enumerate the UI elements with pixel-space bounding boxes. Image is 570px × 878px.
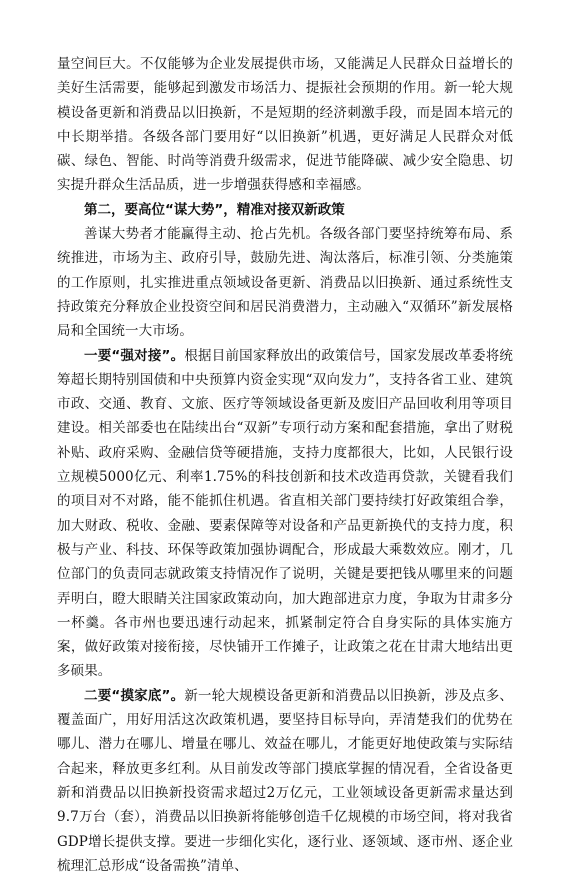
paragraph-lead-2: 二要“摸家底”。 xyxy=(84,687,185,704)
paragraph-text-4: 新一轮大规模设备更新和消费品以旧换新，涉及点多、覆盖面广，用好用活这次政策机遇，要坚持目标导向，弄清楚我们的优势在哪儿、潜力在哪儿、增量在哪儿、效益在哪儿，才能更好地使政策与实际结合起来，释放更多红利。从目前发改等部门摸底掌握的情况看，全省设备更新和消费品以旧换新投资需求超过2万亿元，工业领域设备更新需求量达到9.7万台（套），消费品以旧换新将能够创造千亿规模的市场空间，将对我省GDP增长提供支撑。要进一步细化实化，逐行业、逐领域、逐市州、逐企业梳理汇总形成“设备需换”清单、 xyxy=(57,687,514,874)
body-paragraph-4 xyxy=(57,684,513,878)
paragraph-lead-1: 一要“强对接”。 xyxy=(84,347,185,364)
section-heading: 第二，要高位“谋大势”，精准对接双新政策 xyxy=(84,201,345,218)
document-page xyxy=(57,52,513,878)
body-paragraph-2: 善谋大势者才能赢得主动、抢占先机。各级各部门要坚持统筹布局、系统推进，市场为主、政府引导，鼓励先进、淘汰落后，标准引领、分类施策的工作原则，扎实推进重点领域设备更新、消费品以旧换新、通过系统性支持政策充分释放企业投资空间和居民消费潜力，主动融入“双循环”新发展格局和全国统一大市场。 xyxy=(57,226,513,340)
body-paragraph-3 xyxy=(57,344,513,684)
paragraph-text-3: 根据目前国家释放出的政策信号，国家发展改革委将统筹超长期特别国债和中央预算内资金实现“双向发力”，支持各省工业、建筑市政、交通、教育、文旅、医疗等领域设备更新及废旧产品回收利用等项目建设。相关部委也在陆续出台“双新”专项行动方案和配套措施，拿出了财税补贴、政府采购、金融信贷等硬措施，支持力度都很大，比如，人民银行设立规模5000亿元、利率1.75%的科技创新和技术改造再贷款，关键看我们的项目对不对路，能不能抓住机遇。省直相关部门要持续打好政策组合拳，加大财政、税收、金融、要素保障等对设备和产品更新换代的支持力度，积极与产业、科技、环保等政策加强协调配合，形成最大乘数效应。刚才，几位部门的负责同志就政策支持情况作了说明，关键是要把钱从哪里来的问题弄明白，瞪大眼睛关注国家政策动向，加大跑部进京力度，争取为甘肃多分一杯羹。各市州也要迅速行动起来，抓紧制定符合自身实际的具体实施方案，做好政策对接衔接，尽快铺开工作摊子，让政策之花在甘肃大地结出更多硕果。 xyxy=(57,347,514,680)
body-paragraph-1: 量空间巨大。不仅能够为企业发展提供市场，又能满足人民群众日益增长的美好生活需要，能够起到激发市场活力、提振社会预期的作用。新一轮大规模设备更新和消费品以旧换新，不是短期的经济刺激手段，而是固本培元的中长期举措。各级各部门要用好“以旧换新”机遇，更好满足人民群众对低碳、绿色、智能、时尚等消费升级需求，促进节能降碳、减少安全隐患、切实提升群众生活品质，进一步增强获得感和幸福感。 xyxy=(57,56,513,194)
